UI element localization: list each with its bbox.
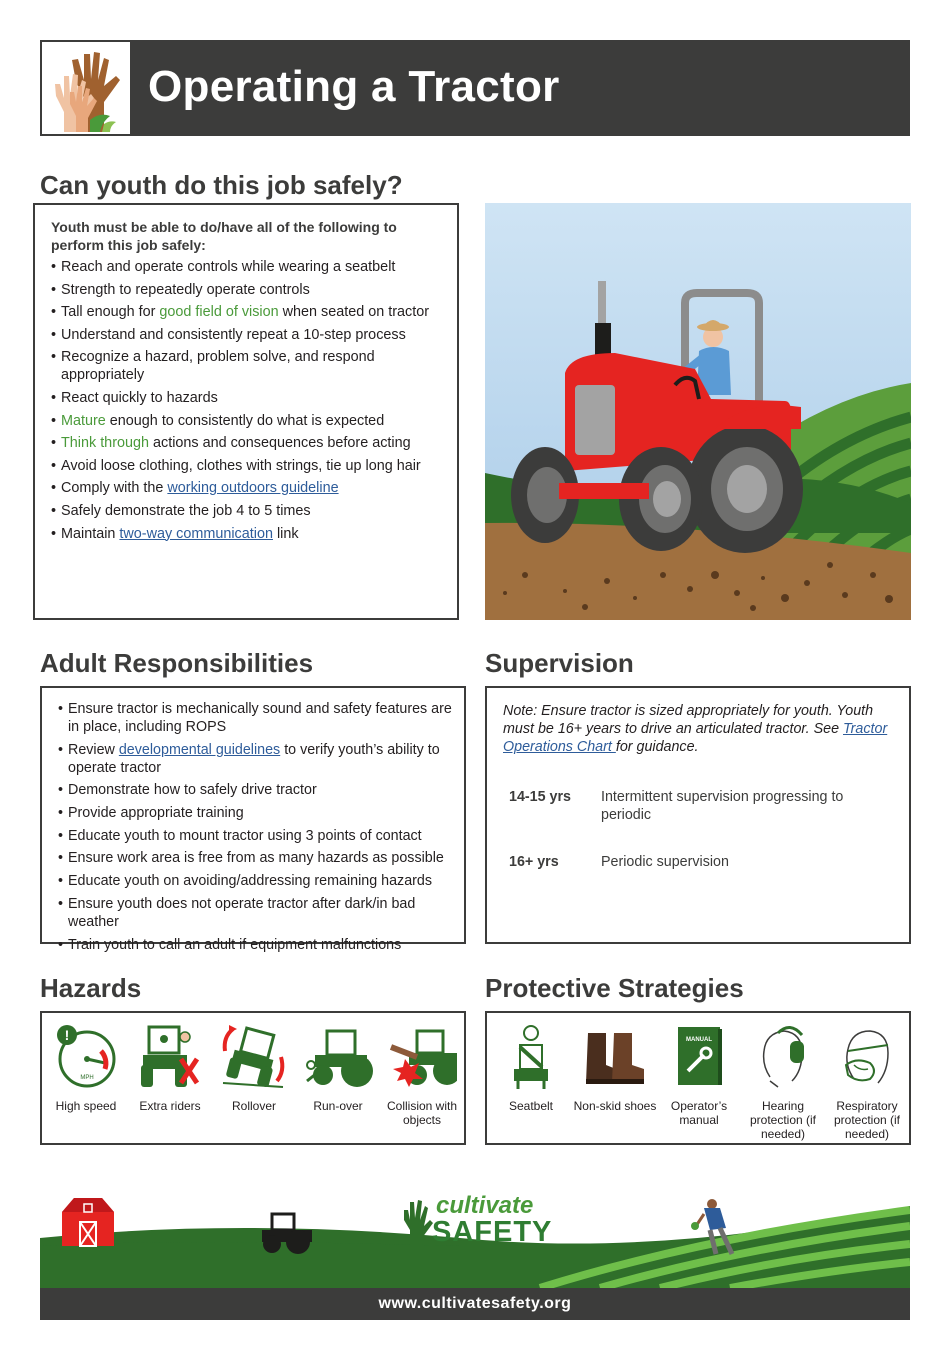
tractor-scene xyxy=(485,203,911,620)
list-item xyxy=(51,502,443,520)
hazards-box xyxy=(40,1011,466,1145)
collision-icon xyxy=(387,1021,457,1091)
adult-responsibilities-list xyxy=(58,700,456,954)
seatbelt-icon xyxy=(496,1021,566,1091)
highlight-text: good field of vision xyxy=(159,304,279,321)
list-item xyxy=(51,303,443,321)
list-item-text: enough to consistently do what is expected xyxy=(105,412,385,429)
logo-text-safety: SAFETY xyxy=(432,1216,553,1248)
boots-icon xyxy=(580,1021,650,1091)
note-text-end: for guidance. xyxy=(615,739,699,755)
list-item xyxy=(51,258,443,276)
youth-section-title: Can youth do this job safely? xyxy=(40,170,403,200)
list-item-text: Understand and consistently repeat a 10-step process xyxy=(61,326,406,343)
hazard-item xyxy=(128,1021,212,1113)
list-item xyxy=(51,525,443,543)
supervision-age: 14-15 yrs xyxy=(509,789,572,805)
list-item-text: Strength to repeatedly operate controls xyxy=(61,281,310,298)
list-item-text: link xyxy=(272,525,299,542)
respirator-icon xyxy=(832,1021,902,1091)
list-item xyxy=(58,741,456,777)
supervision-section-title: Supervision xyxy=(485,648,634,678)
list-item-text: Tall enough for xyxy=(61,304,160,321)
list-item-text: Safely demonstrate the job 4 to 5 times xyxy=(61,502,311,519)
protective-label: Non-skid shoes xyxy=(573,1099,657,1113)
youth-requirements-list xyxy=(51,258,443,543)
supervision-box xyxy=(485,686,911,944)
list-item xyxy=(51,434,443,452)
list-item-text: Provide appropriate training xyxy=(68,805,244,822)
list-item-text: Ensure youth does not operate tractor after dark/in bad weather xyxy=(68,895,416,930)
list-item-text: Recognize a hazard, problem solve, and respond appropriately xyxy=(61,349,375,384)
logo-text-cultivate: cultivate xyxy=(436,1192,534,1219)
svg-text:MANUAL: MANUAL xyxy=(686,1037,712,1043)
list-item xyxy=(58,849,456,867)
protective-section-title: Protective Strategies xyxy=(485,973,744,1003)
manual-icon xyxy=(664,1021,734,1091)
tractor-operations-chart-link[interactable]: Tractor Operations Chart xyxy=(503,721,888,755)
list-item-text: Educate youth on avoiding/addressing remaining hazards xyxy=(68,873,433,890)
cultivate-safety-logo xyxy=(400,1192,570,1252)
supervision-desc: Periodic supervision xyxy=(601,854,729,870)
list-item xyxy=(51,479,443,497)
hazard-item xyxy=(212,1021,296,1113)
website-url[interactable]: www.cultivatesafety.org xyxy=(378,1295,572,1312)
list-item xyxy=(58,781,456,799)
protective-label: Seatbelt xyxy=(508,1099,554,1113)
list-item-text: Comply with the xyxy=(61,480,168,497)
list-item-text: Avoid loose clothing, clothes with strings, tie up long hair xyxy=(61,457,421,474)
list-item xyxy=(51,412,443,430)
list-item xyxy=(58,827,456,845)
hazard-label: Extra riders xyxy=(139,1099,201,1113)
hands-logo-icon xyxy=(46,46,130,134)
list-item-text: Review xyxy=(68,741,119,758)
adult-responsibilities-box xyxy=(40,686,466,953)
list-item xyxy=(51,281,443,299)
footer-bar xyxy=(40,1288,910,1320)
barn-icon xyxy=(62,1198,114,1246)
list-item-text: when seated on tractor xyxy=(278,304,430,321)
hazard-label: Collision with objects xyxy=(386,1099,458,1127)
list-item xyxy=(58,804,456,822)
hazard-item xyxy=(380,1021,464,1127)
supervision-note xyxy=(503,702,897,756)
protective-label: Hearing protection (if needed) xyxy=(749,1099,817,1141)
list-item xyxy=(51,457,443,475)
run-over-icon xyxy=(303,1021,373,1091)
page-header xyxy=(40,40,910,136)
hands-logo xyxy=(40,40,132,136)
list-item xyxy=(58,700,456,736)
list-item xyxy=(58,895,456,931)
hazard-item xyxy=(296,1021,380,1113)
inline-link[interactable]: developmental guidelines xyxy=(118,741,281,758)
page-title: Operating a Tractor xyxy=(148,62,560,111)
svg-text:MPH: MPH xyxy=(80,1075,94,1081)
hands-logo-icon xyxy=(400,1198,434,1248)
list-item xyxy=(51,326,443,344)
inline-link[interactable]: two-way communication xyxy=(119,525,273,542)
list-item-text: Train youth to call an adult if equipment malfunctions xyxy=(68,936,402,953)
youth-intro: Youth must be able to do/have all of the following to perform this job safely: xyxy=(51,219,397,253)
list-item-text: Educate youth to mount tractor using 3 points of contact xyxy=(68,827,422,844)
speedometer-icon xyxy=(51,1021,121,1091)
note-text: Note: Ensure tractor is sized appropriately for youth. Youth must be 16+ years to drive an articulated tractor. See xyxy=(503,703,874,737)
protective-strategies-box xyxy=(485,1011,911,1145)
protective-item xyxy=(573,1021,657,1113)
footer-illustration xyxy=(40,1178,910,1288)
list-item-text: to verify youth’s ability to operate tractor xyxy=(68,741,440,776)
protective-label: Respiratory protection (if needed) xyxy=(833,1099,901,1141)
list-item-text: actions and consequences before acting xyxy=(149,435,411,452)
protective-item xyxy=(825,1021,909,1141)
list-item xyxy=(58,872,456,890)
hazard-item xyxy=(44,1021,128,1113)
protective-label: Operator’s manual xyxy=(670,1099,728,1127)
adult-section-title: Adult Responsibilities xyxy=(40,648,314,678)
protective-item xyxy=(741,1021,825,1141)
supervision-age: 16+ yrs xyxy=(509,854,559,870)
hazards-section-title: Hazards xyxy=(40,973,142,1003)
extra-riders-icon xyxy=(135,1021,205,1091)
hazard-label: High speed xyxy=(55,1099,117,1113)
list-item-text: Maintain xyxy=(61,525,120,542)
hazard-label: Rollover xyxy=(231,1099,276,1113)
hazard-label: Run-over xyxy=(313,1099,363,1113)
youth-requirements-box xyxy=(33,203,459,620)
svg-text:!: ! xyxy=(64,1027,70,1043)
list-item-text: Ensure work area is free from as many hazards as possible xyxy=(68,850,444,867)
list-item-text: Ensure tractor is mechanically sound and safety features are in place, including ROPS xyxy=(68,701,452,735)
list-item xyxy=(58,936,456,954)
supervision-desc: Intermittent supervision progressing to periodic xyxy=(601,789,844,823)
list-item-text: Demonstrate how to safely drive tractor xyxy=(68,782,317,799)
rollover-icon xyxy=(219,1021,289,1091)
protective-item xyxy=(489,1021,573,1113)
list-item xyxy=(51,389,443,407)
highlight-text: Think through xyxy=(61,435,149,452)
list-item-text: Reach and operate controls while wearing a seatbelt xyxy=(61,259,396,275)
list-item xyxy=(51,348,443,384)
protective-item xyxy=(657,1021,741,1127)
highlight-text: Mature xyxy=(61,412,106,429)
tractor-illustration xyxy=(485,203,911,620)
list-item-text: React quickly to hazards xyxy=(61,389,218,406)
inline-link[interactable]: working outdoors guideline xyxy=(167,480,339,497)
hearing-protection-icon xyxy=(748,1021,818,1091)
